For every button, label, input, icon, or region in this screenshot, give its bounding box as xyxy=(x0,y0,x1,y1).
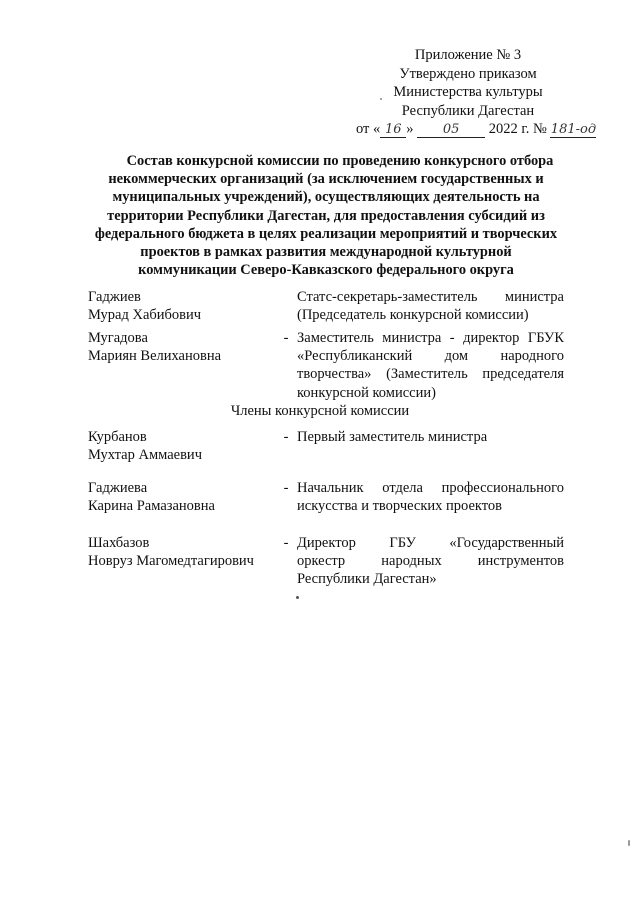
role-line: искусства и творческих проектов xyxy=(297,498,502,515)
appendix-number: Приложение № 3 xyxy=(414,47,522,63)
member-name xyxy=(88,534,278,570)
member-surname: Мугадова xyxy=(88,330,148,346)
date-prefix: от « xyxy=(356,121,381,137)
member-given-names: Мурад Хабибович xyxy=(88,307,202,324)
scan-speck xyxy=(628,840,630,846)
member-surname: Гаджиева xyxy=(88,480,148,496)
document-title xyxy=(78,152,574,279)
member-given-names: Карина Рамазановна xyxy=(88,498,215,515)
member-name xyxy=(88,479,278,515)
member-name xyxy=(88,329,278,365)
title-line: муниципальных учреждений), осуществляющих деятельность на xyxy=(112,189,540,206)
approved-by-order: Утверждено приказом xyxy=(399,65,537,82)
member-role xyxy=(297,479,564,515)
role-line: Директор ГБУ «Государственный xyxy=(297,535,564,551)
member-role xyxy=(297,329,564,402)
republic-name: Республики Дагестан xyxy=(401,102,535,119)
ministry-name: Министерства культуры xyxy=(393,84,543,100)
role-line: Начальник отдела профессионального xyxy=(297,480,564,496)
order-number: 181-од xyxy=(550,122,597,137)
members-heading: Члены конкурсной комиссии xyxy=(230,403,410,419)
role-line: оркестр народных инструментов xyxy=(297,553,564,570)
dash-separator: - xyxy=(283,535,289,551)
title-line: территории Республики Дагестан, для предоставления субсидий из xyxy=(107,207,545,224)
order-date-line xyxy=(356,120,596,139)
member-name xyxy=(88,428,278,464)
order-month: 05 xyxy=(417,123,485,138)
order-day: 16 xyxy=(380,123,406,138)
title-line: коммуникации Северо-Кавказского федерального округа xyxy=(138,262,514,279)
dash-separator: - xyxy=(283,429,289,445)
role-line: Первый заместитель министра xyxy=(297,429,488,445)
role-line: творчества» (Заместитель председателя xyxy=(297,366,564,383)
member-surname: Шахбазов xyxy=(88,535,150,551)
role-line: «Республиканский дом народного xyxy=(297,348,564,365)
member-role xyxy=(297,288,564,324)
date-mid: » xyxy=(406,121,418,137)
role-line: (Председатель конкурсной комиссии) xyxy=(297,307,529,324)
member-role xyxy=(297,534,564,589)
title-line: проектов в рамках развития международной культурной xyxy=(140,244,512,261)
role-line: Заместитель министра - директор ГБУК xyxy=(297,330,564,346)
role-line: Республики Дагестан» xyxy=(297,571,437,588)
member-surname: Гаджиев xyxy=(88,289,141,305)
dash-separator: - xyxy=(283,330,289,346)
scan-speck xyxy=(380,98,382,100)
member-name xyxy=(88,288,278,324)
member-given-names: Мухтар Аммаевич xyxy=(88,447,202,464)
member-role xyxy=(297,428,564,446)
dash-separator: - xyxy=(283,480,289,496)
member-surname: Курбанов xyxy=(88,429,147,445)
title-line: федерального бюджета в целях реализации мероприятий и творческих xyxy=(94,225,558,242)
role-line: конкурсной комиссии) xyxy=(297,384,436,401)
scan-speck xyxy=(296,596,299,599)
role-line: Статс-секретарь-заместитель министра xyxy=(297,289,564,305)
title-line: некоммерческих организаций (за исключением государственных и xyxy=(108,171,544,188)
order-year: 2022 г. № xyxy=(485,121,551,137)
member-given-names: Новруз Магомедтагирович xyxy=(88,553,254,570)
approval-header xyxy=(348,46,597,139)
member-given-names: Мариян Велихановна xyxy=(88,348,222,365)
title-line: Состав конкурсной комиссии по проведению конкурсного отбора xyxy=(126,153,554,169)
